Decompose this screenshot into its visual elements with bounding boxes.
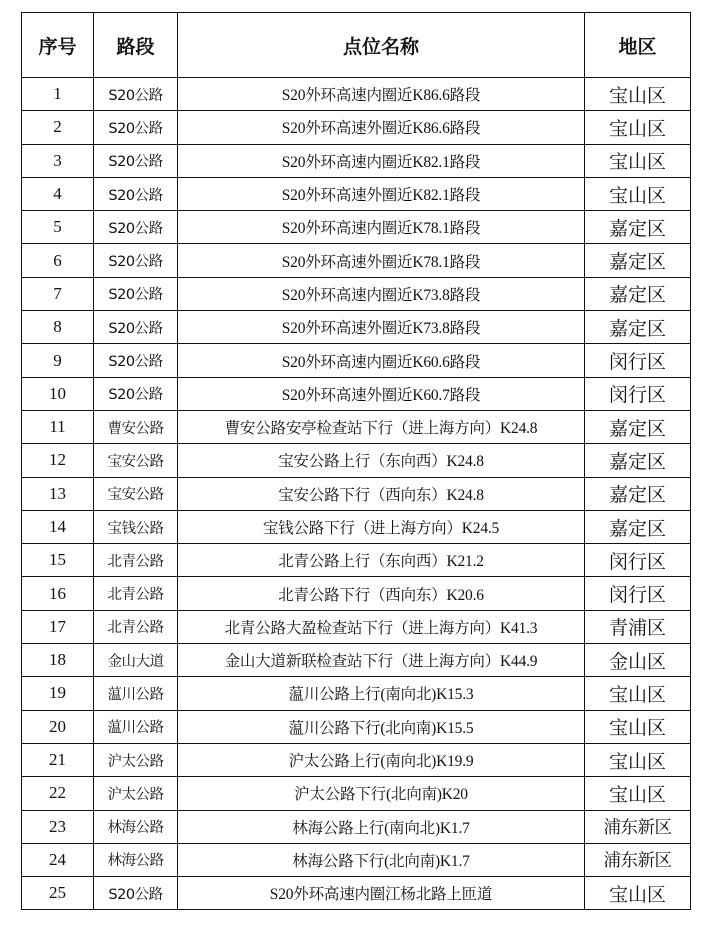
checkpoint-table [21, 12, 691, 910]
table-row [22, 177, 691, 210]
header-seq: 序号 [22, 13, 94, 78]
district-cell: 青浦区 [585, 610, 691, 643]
point-cell: 沪太公路下行(北向南)K20 [178, 777, 585, 810]
district-cell: 宝山区 [585, 877, 691, 910]
table-row [22, 477, 691, 510]
table-row [22, 644, 691, 677]
road-cell: 宝安公路 [94, 477, 178, 510]
seq-cell: 19 [22, 677, 94, 710]
table-row [22, 843, 691, 876]
seq-cell: 2 [22, 111, 94, 144]
table-row [22, 810, 691, 843]
road-cell: 林海公路 [94, 843, 178, 876]
district-cell: 宝山区 [585, 177, 691, 210]
point-cell: 宝安公路下行（西向东）K24.8 [178, 477, 585, 510]
seq-cell: 17 [22, 610, 94, 643]
point-cell: S20外环高速外圈近K78.1路段 [178, 244, 585, 277]
header-district: 地区 [585, 13, 691, 78]
district-cell: 宝山区 [585, 743, 691, 776]
point-cell: 林海公路下行(北向南)K1.7 [178, 843, 585, 876]
seq-cell: 10 [22, 377, 94, 410]
table-row [22, 78, 691, 111]
seq-cell: 7 [22, 277, 94, 310]
road-cell: S20公路 [94, 877, 178, 910]
point-cell: S20外环高速内圈近K82.1路段 [178, 144, 585, 177]
seq-cell: 24 [22, 843, 94, 876]
district-cell: 嘉定区 [585, 410, 691, 443]
district-cell: 嘉定区 [585, 477, 691, 510]
road-cell: S20公路 [94, 244, 178, 277]
district-cell: 浦东新区 [585, 810, 691, 843]
table-row [22, 144, 691, 177]
header-road: 路段 [94, 13, 178, 78]
table-row [22, 111, 691, 144]
point-cell: 蕰川公路上行(南向北)K15.3 [178, 677, 585, 710]
table-row [22, 277, 691, 310]
point-cell: 金山大道新联检查站下行（进上海方向）K44.9 [178, 644, 585, 677]
district-cell: 宝山区 [585, 144, 691, 177]
road-cell: 沪太公路 [94, 777, 178, 810]
district-cell: 宝山区 [585, 710, 691, 743]
road-cell: 北青公路 [94, 544, 178, 577]
seq-cell: 22 [22, 777, 94, 810]
district-cell: 嘉定区 [585, 211, 691, 244]
point-cell: S20外环高速外圈近K86.6路段 [178, 111, 585, 144]
seq-cell: 5 [22, 211, 94, 244]
seq-cell: 3 [22, 144, 94, 177]
seq-cell: 20 [22, 710, 94, 743]
road-cell: S20公路 [94, 311, 178, 344]
road-cell: 金山大道 [94, 644, 178, 677]
district-cell: 闵行区 [585, 544, 691, 577]
district-cell: 嘉定区 [585, 277, 691, 310]
road-cell: S20公路 [94, 111, 178, 144]
point-cell: S20外环高速外圈近K60.7路段 [178, 377, 585, 410]
road-cell: S20公路 [94, 144, 178, 177]
district-cell: 宝山区 [585, 677, 691, 710]
district-cell: 闵行区 [585, 577, 691, 610]
road-cell: 宝钱公路 [94, 510, 178, 543]
district-cell: 宝山区 [585, 777, 691, 810]
table-row [22, 244, 691, 277]
road-cell: 蕰川公路 [94, 677, 178, 710]
road-cell: 北青公路 [94, 577, 178, 610]
point-cell: 宝钱公路下行（进上海方向）K24.5 [178, 510, 585, 543]
district-cell: 嘉定区 [585, 311, 691, 344]
table-row [22, 777, 691, 810]
road-cell: 曹安公路 [94, 410, 178, 443]
road-cell: S20公路 [94, 78, 178, 111]
seq-cell: 1 [22, 78, 94, 111]
road-cell: 沪太公路 [94, 743, 178, 776]
point-cell: 北青公路下行（西向东）K20.6 [178, 577, 585, 610]
table-row [22, 410, 691, 443]
table-row [22, 610, 691, 643]
seq-cell: 18 [22, 644, 94, 677]
table-row [22, 743, 691, 776]
point-cell: S20外环高速外圈近K73.8路段 [178, 311, 585, 344]
road-cell: S20公路 [94, 177, 178, 210]
seq-cell: 8 [22, 311, 94, 344]
district-cell: 闵行区 [585, 344, 691, 377]
table-row [22, 344, 691, 377]
district-cell: 宝山区 [585, 111, 691, 144]
seq-cell: 13 [22, 477, 94, 510]
table-row [22, 877, 691, 910]
table-row [22, 377, 691, 410]
point-cell: 宝安公路上行（东向西）K24.8 [178, 444, 585, 477]
table-row [22, 311, 691, 344]
point-cell: 沪太公路上行(南向北)K19.9 [178, 743, 585, 776]
table-row [22, 544, 691, 577]
road-cell: 林海公路 [94, 810, 178, 843]
point-cell: 林海公路上行(南向北)K1.7 [178, 810, 585, 843]
seq-cell: 14 [22, 510, 94, 543]
district-cell: 金山区 [585, 644, 691, 677]
header-point: 点位名称 [178, 13, 585, 78]
seq-cell: 25 [22, 877, 94, 910]
district-cell: 嘉定区 [585, 510, 691, 543]
table-row [22, 677, 691, 710]
point-cell: 北青公路上行（东向西）K21.2 [178, 544, 585, 577]
district-cell: 宝山区 [585, 78, 691, 111]
seq-cell: 4 [22, 177, 94, 210]
point-cell: S20外环高速内圈近K78.1路段 [178, 211, 585, 244]
point-cell: S20外环高速内圈近K60.6路段 [178, 344, 585, 377]
table-row [22, 577, 691, 610]
point-cell: S20外环高速内圈近K73.8路段 [178, 277, 585, 310]
district-cell: 闵行区 [585, 377, 691, 410]
district-cell: 嘉定区 [585, 444, 691, 477]
seq-cell: 21 [22, 743, 94, 776]
table-body [22, 78, 691, 910]
point-cell: 北青公路大盈检查站下行（进上海方向）K41.3 [178, 610, 585, 643]
seq-cell: 9 [22, 344, 94, 377]
point-cell: S20外环高速内圈近K86.6路段 [178, 78, 585, 111]
point-cell: S20外环高速外圈近K82.1路段 [178, 177, 585, 210]
seq-cell: 6 [22, 244, 94, 277]
district-cell: 浦东新区 [585, 843, 691, 876]
point-cell: 蕰川公路下行(北向南)K15.5 [178, 710, 585, 743]
seq-cell: 11 [22, 410, 94, 443]
table-row [22, 510, 691, 543]
road-cell: S20公路 [94, 211, 178, 244]
seq-cell: 16 [22, 577, 94, 610]
table-row [22, 444, 691, 477]
road-cell: S20公路 [94, 344, 178, 377]
road-cell: S20公路 [94, 277, 178, 310]
table-header-row [22, 13, 691, 78]
table-row [22, 710, 691, 743]
table-row [22, 211, 691, 244]
road-cell: 北青公路 [94, 610, 178, 643]
point-cell: S20外环高速内圈江杨北路上匝道 [178, 877, 585, 910]
point-cell: 曹安公路安亭检查站下行（进上海方向）K24.8 [178, 410, 585, 443]
road-cell: 宝安公路 [94, 444, 178, 477]
road-cell: 蕰川公路 [94, 710, 178, 743]
road-cell: S20公路 [94, 377, 178, 410]
seq-cell: 15 [22, 544, 94, 577]
seq-cell: 23 [22, 810, 94, 843]
seq-cell: 12 [22, 444, 94, 477]
district-cell: 嘉定区 [585, 244, 691, 277]
